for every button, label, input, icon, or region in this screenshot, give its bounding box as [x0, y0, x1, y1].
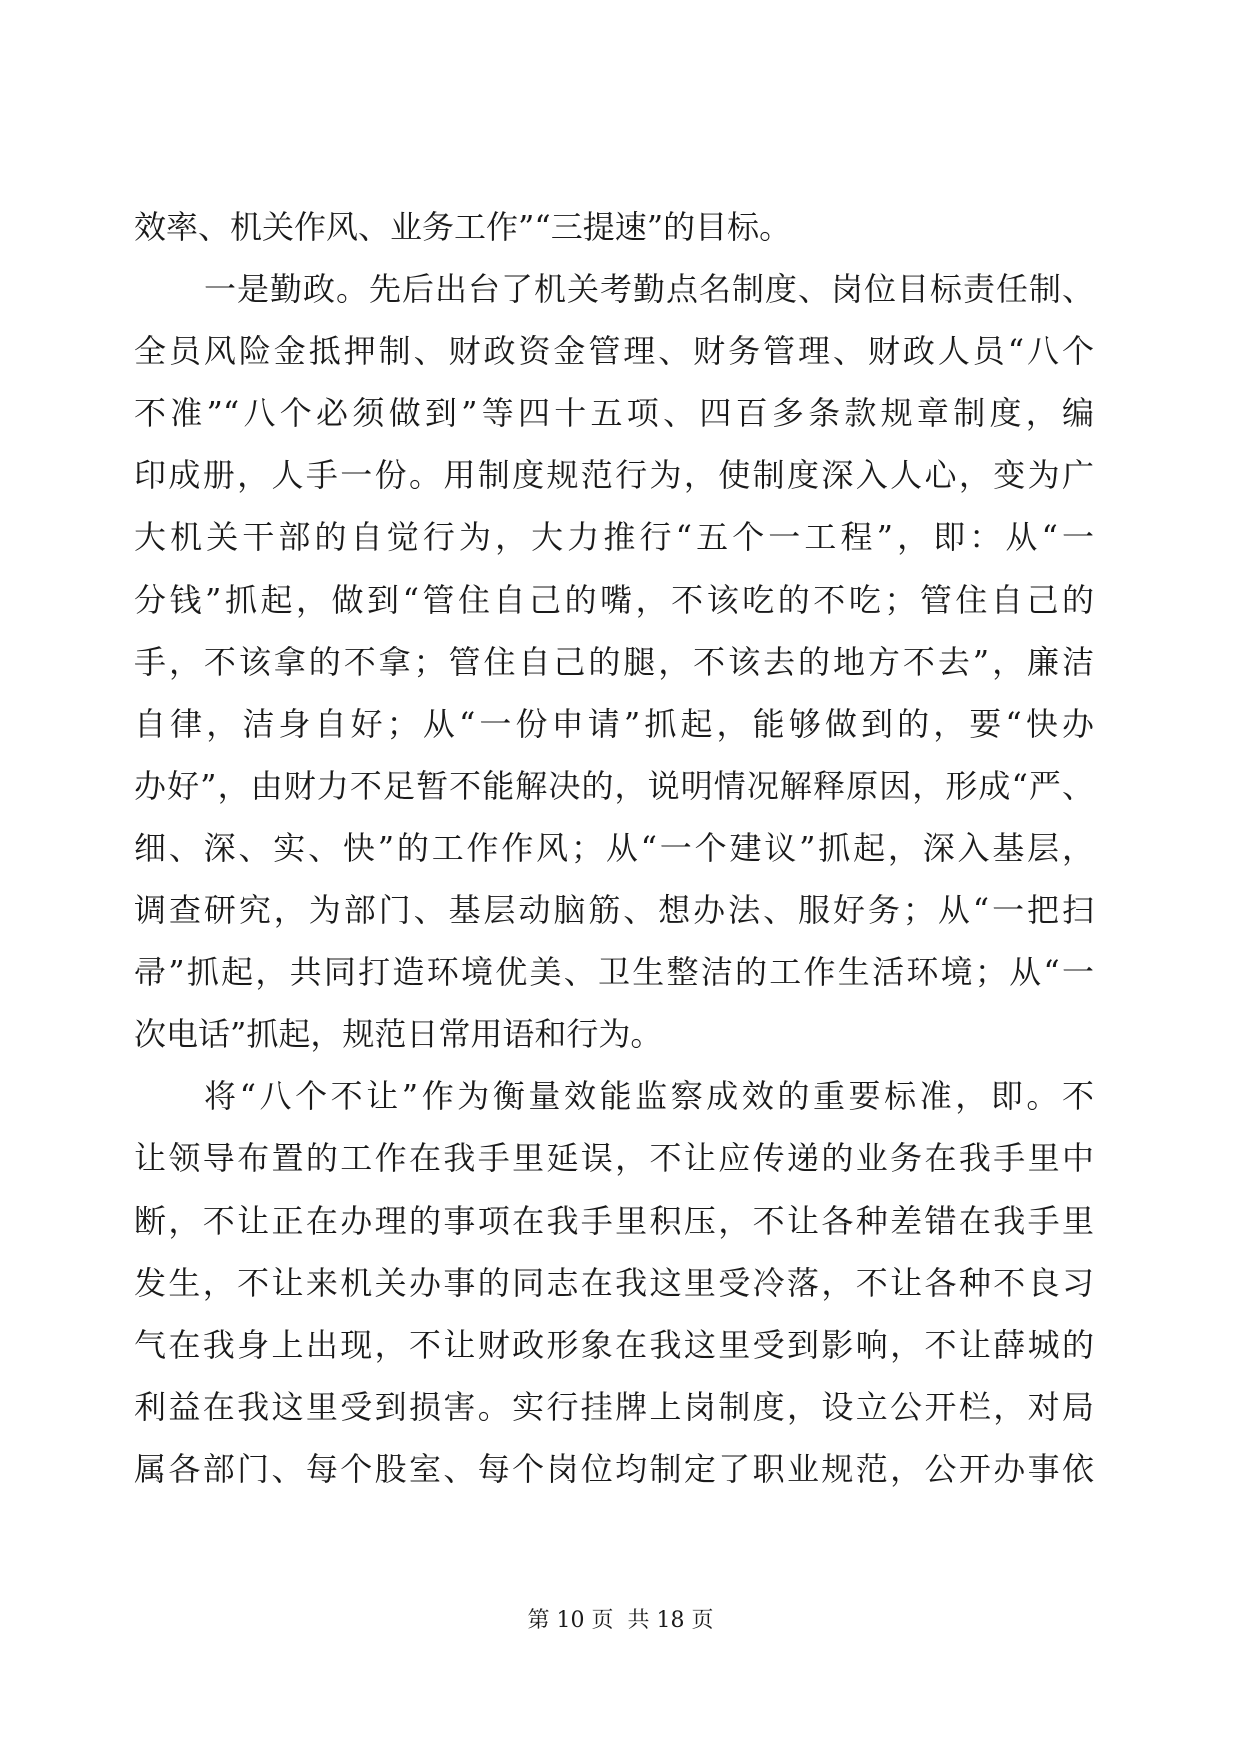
body-text [134, 196, 1094, 1500]
page-footer [0, 1606, 1241, 1636]
text-line: 全员风险金抵押制、财政资金管理、财务管理、财政人员“八个 [134, 332, 1094, 371]
text-line: 细、深、实、快”的工作作风；从“一个建议”抓起，深入基层， [134, 828, 1094, 867]
page-number-label: 第 10 页 共 18 页 [527, 1608, 714, 1633]
text-line: 办好”，由财力不足暂不能解决的，说明情况解释原因，形成“严、 [134, 766, 1094, 805]
text-line: 自律，洁身自好；从“一份申请”抓起，能够做到的，要“快办 [134, 704, 1094, 743]
text-line: 大机关干部的自觉行为，大力推行“五个一工程”，即：从“一 [134, 518, 1094, 557]
paragraph-first-line: 将“八个不让”作为衡量效能监察成效的重要标准，即。不 [204, 1077, 1094, 1116]
text-line: 手，不该拿的不拿；管住自己的腿，不该去的地方不去”，廉洁 [134, 642, 1094, 681]
text-line: 气在我身上出现，不让财政形象在我这里受到影响，不让薛城的 [134, 1325, 1094, 1364]
text-line: 次电话”抓起，规范日常用语和行为。 [134, 1015, 663, 1054]
text-line: 效率、机关作风、业务工作”“三提速”的目标。 [134, 208, 792, 246]
text-line: 分钱”抓起，做到“管住自己的嘴，不该吃的不吃；管住自己的 [134, 580, 1094, 619]
text-line: 断，不让正在办理的事项在我手里积压，不让各种差错在我手里 [134, 1201, 1094, 1240]
text-line: 属各部门、每个股室、每个岗位均制定了职业规范，公开办事依 [134, 1449, 1094, 1488]
text-line: 让领导布置的工作在我手里延误，不让应传递的业务在我手里中 [134, 1139, 1094, 1178]
text-line: 不准”“八个必须做到”等四十五项、四百多条款规章制度，编 [134, 394, 1094, 433]
text-line: 帚”抓起，共同打造环境优美、卫生整洁的工作生活环境；从“一 [134, 953, 1094, 992]
paragraph-first-line: 一是勤政。先后出台了机关考勤点名制度、岗位目标责任制、 [204, 270, 1094, 309]
text-line: 发生，不让来机关办事的同志在我这里受冷落，不让各种不良习 [134, 1263, 1094, 1302]
text-line: 调查研究，为部门、基层动脑筋、想办法、服好务；从“一把扫 [134, 891, 1094, 930]
text-line: 利益在我这里受到损害。实行挂牌上岗制度，设立公开栏，对局 [134, 1387, 1094, 1426]
text-line: 印成册，人手一份。用制度规范行为，使制度深入人心，变为广 [134, 456, 1094, 495]
